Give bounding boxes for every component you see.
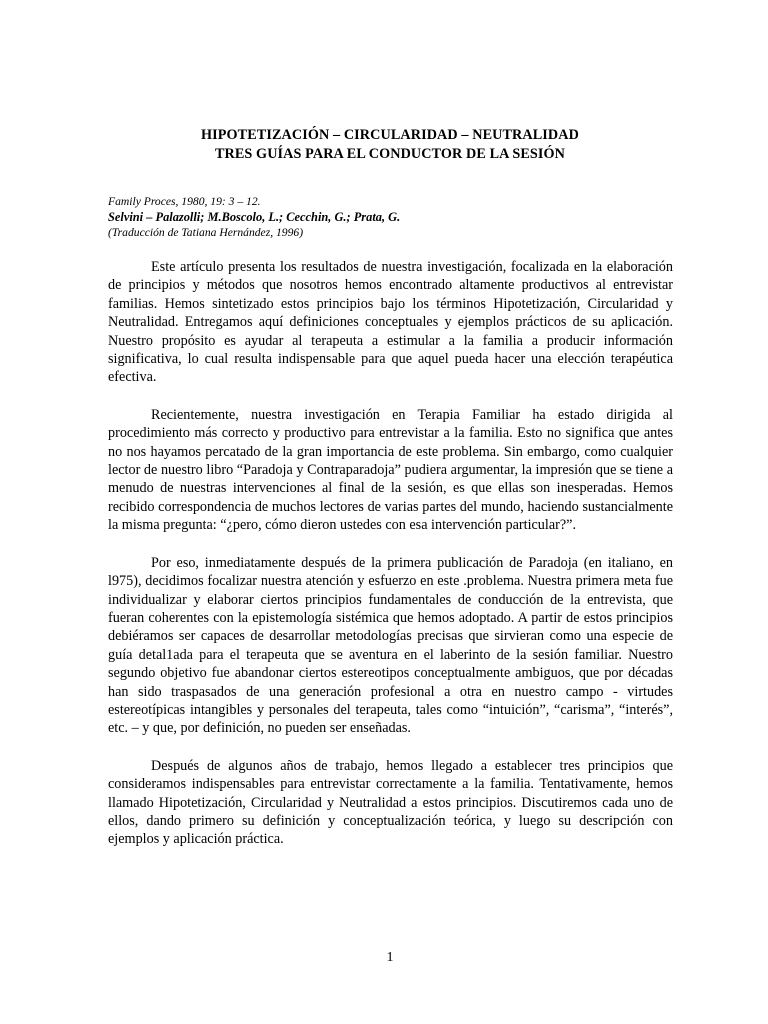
citation-block	[108, 195, 668, 240]
paragraph-1: Este artículo presenta los resultados de nuestra investigación, focalizada en la elaboración de principios y métodos que nosotros hemos encontrado altamente productivos al entrevistar familias. Hemos sintetizado estos principios bajo los términos Hipotetización, Circularidad y Neutralidad. Entregamos aquí definiciones conceptuales y ejemplos prácticos de su aplicación. Nuestro propósito es ayudar al terapeuta a estimular a la familia a producir información significativa, lo cual resulta indispensable para que aquel pueda hacer una elección terapéutica efectiva.	[108, 259, 673, 386]
citation-translation: (Traducción de Tatiana Hernández, 1996)	[108, 226, 304, 239]
page-number: 1	[386, 950, 394, 965]
document-title: HIPOTETIZACIÓN – CIRCULARIDAD – NEUTRALIDAD	[201, 127, 579, 143]
paragraph-4: Después de algunos años de trabajo, hemos llegado a establecer tres principios que consideramos indispensables para entrevistar correctamente a la familia. Tentativamente, hemos llamado Hipotetización, Circularidad y Neutralidad a estos principios. Discutiremos cada uno de ellos, dando primero su definición y conceptualización teórica, y luego su descripción con ejemplos y aplicación práctica.	[108, 757, 673, 848]
citation-journal: Family Proces, 1980, 19: 3 – 12.	[108, 195, 261, 208]
title-block	[0, 126, 768, 164]
document-subtitle: TRES GUÍAS PARA EL CONDUCTOR DE LA SESIÓN	[214, 146, 566, 162]
paragraph-3: Por eso, inmediatamente después de la primera publicación de Paradoja (en italiano, en l975), decidimos focalizar nuestra atención y esfuerzo en este .problema. Nuestra primera meta fue individualizar y elaborar ciertos principios fundamentales de conducción de la entrevista, que fueran coherentes con la epistemología sistémica que hemos adoptado. A partir de estos principios debiéramos ser capaces de desarrollar metodologías precisas que sirvieran como una especie de guía detal1ada para el terapeuta que se aventura en el laberinto de la sesión familiar. Nuestro segundo objetivo fue abandonar ciertos estereotipos conceptualmente ambiguos, que por décadas han sido traspasados de una generación profesional a otra en nuestro campo - virtudes estereotípicas intangibles y personales del terapeuta, tales como “intuición”, “carisma”, “interés”, etc. – y que, por definición, no pueden ser enseñadas.	[108, 554, 673, 737]
body-text	[108, 258, 673, 868]
citation-authors: Selvini – Palazolli; M.Boscolo, L.; Cecchin, G.; Prata, G.	[108, 210, 401, 224]
paragraph-2: Recientemente, nuestra investigación en Terapia Familiar ha estado dirigida al procedimiento más correcto y productivo para entrevistar a la familia. Esto no significa que antes no nos hayamos percatado de la gran importancia de este problema. Sin embargo, como cualquier lector de nuestro libro “Paradoja y Contraparadoja” pudiera argumentar, la impresión que se tiene a menudo de nuestras intervenciones al final de la sesión, es que ellas son inesperadas. Hemos recibido correspondencia de muchos lectores de varias partes del mundo, haciendo sustancialmente la misma pregunta: “¿pero, cómo dieron ustedes con esa intervención particular?”.	[108, 406, 673, 534]
